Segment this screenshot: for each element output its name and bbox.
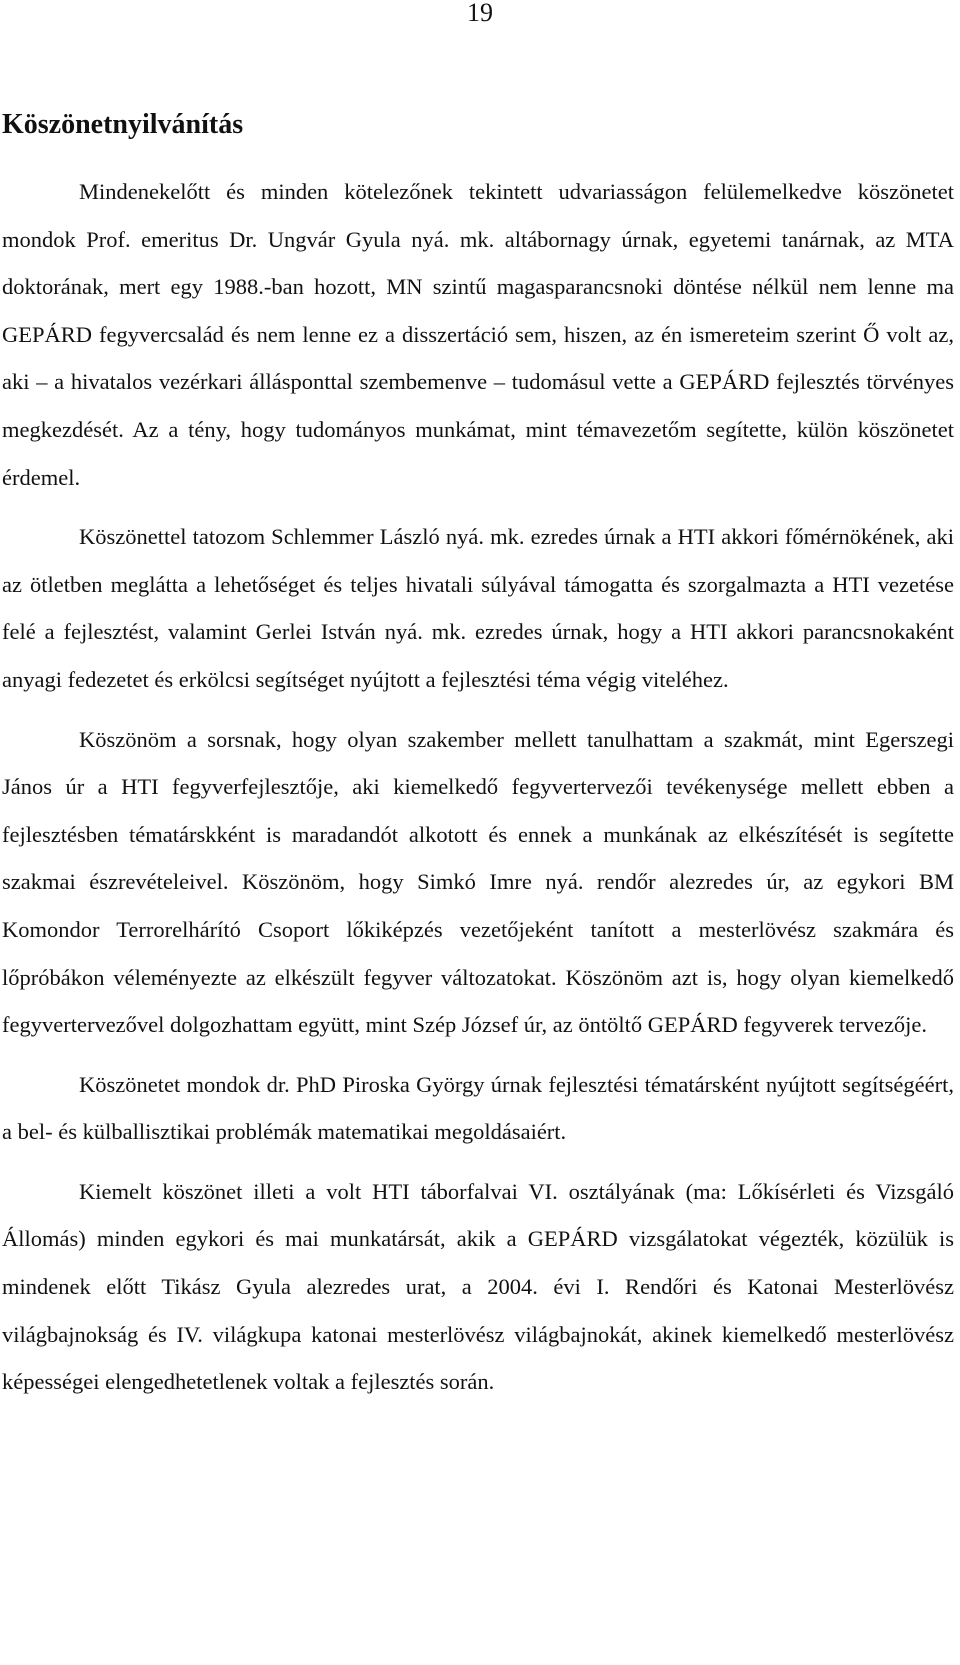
page-number: 19 — [467, 0, 493, 27]
section-heading: Köszönetnyilvánítás — [2, 109, 244, 140]
paragraph-egerszegi: Köszönöm a sorsnak, hogy olyan szakember mellett tanulhattam a szakmát, mint Egerszegi János úr a HTI fegyverfejlesztője, aki kiemelkedő fegyvertervezői tevékenysége mellett ebben a fejlesztésben tématárskként is maradandót alkotott és ennek a munkának az elkészítését is segítette szakmai észrevételeivel. Köszönöm, hogy Simkó Imre nyá. rendőr alezredes úr, az egykori BM Komondor Terrorelhárító Csoport lőkiképzés vezetőjeként tanított a mesterlövész szakmára és lőpróbákon véleményezte az elkészült fegyver változatokat. Köszönöm azt is, hogy olyan kiemelkedő fegyvertervezővel dolgozhattam együtt, mint Szép József úr, az öntöltő GEPÁRD fegyverek tervezője. — [2, 726, 954, 1038]
paragraph-piroska: Köszönetet mondok dr. PhD Piroska György úrnak fejlesztési tématársként nyújtott segítségéért, a bel- és külballisztikai problémák matematikai megoldásaiért. — [2, 1071, 954, 1145]
body-text — [2, 168, 954, 1406]
paragraph-hti-staff: Kiemelt köszönet illeti a volt HTI táborfalvai VI. osztályának (ma: Lőkísérleti és Vizsgáló Állomás) minden egykori és mai munkatársát, akik a GEPÁRD vizsgálatokat végezték, közülük is mindenek előtt Tikász Gyula alezredes urat, a 2004. évi I. Rendőri és Katonai Mesterlövész világbajnokság és IV. világkupa katonai mesterlövész világbajnokát, akinek kiemelkedő mesterlövész képességei elengedhetetlenek voltak a fejlesztés során. — [2, 1178, 954, 1395]
paragraph-schlemmer: Köszönettel tatozom Schlemmer László nyá. mk. ezredes úrnak a HTI akkori főmérnökének, aki az ötletben meglátta a lehetőséget és teljes hivatali súlyával támogatta és szorgalmazta a HTI vezetése felé a fejlesztést, valamint Gerlei István nyá. mk. ezredes úrnak, hogy a HTI akkori parancsnokaként anyagi fedezetet és erkölcsi segítséget nyújtott a fejlesztési téma végig viteléhez. — [2, 524, 954, 692]
paragraph-ungvar: Mindenekelőtt és minden kötelezőnek tekintett udvariasságon felülemelkedve köszönetet mondok Prof. emeritus Dr. Ungvár Gyula nyá. mk. altábornagy úrnak, egyetemi tanárnak, az MTA doktorának, mert egy 1988.-ban hozott, MN szintű magasparancsnoki döntése nélkül nem lenne ma GEPÁRD fegyvercsalád és nem lenne ez a disszertáció sem, hiszen, az én ismereteim szerint Ő volt az, aki – a hivatalos vezérkari állásponttal szembemenve – tudomásul vette a GEPÁRD fejlesztés törvényes megkezdését. Az a tény, hogy tudományos munkámat, mint témavezetőm segítette, külön köszönetet érdemel. — [2, 179, 954, 490]
